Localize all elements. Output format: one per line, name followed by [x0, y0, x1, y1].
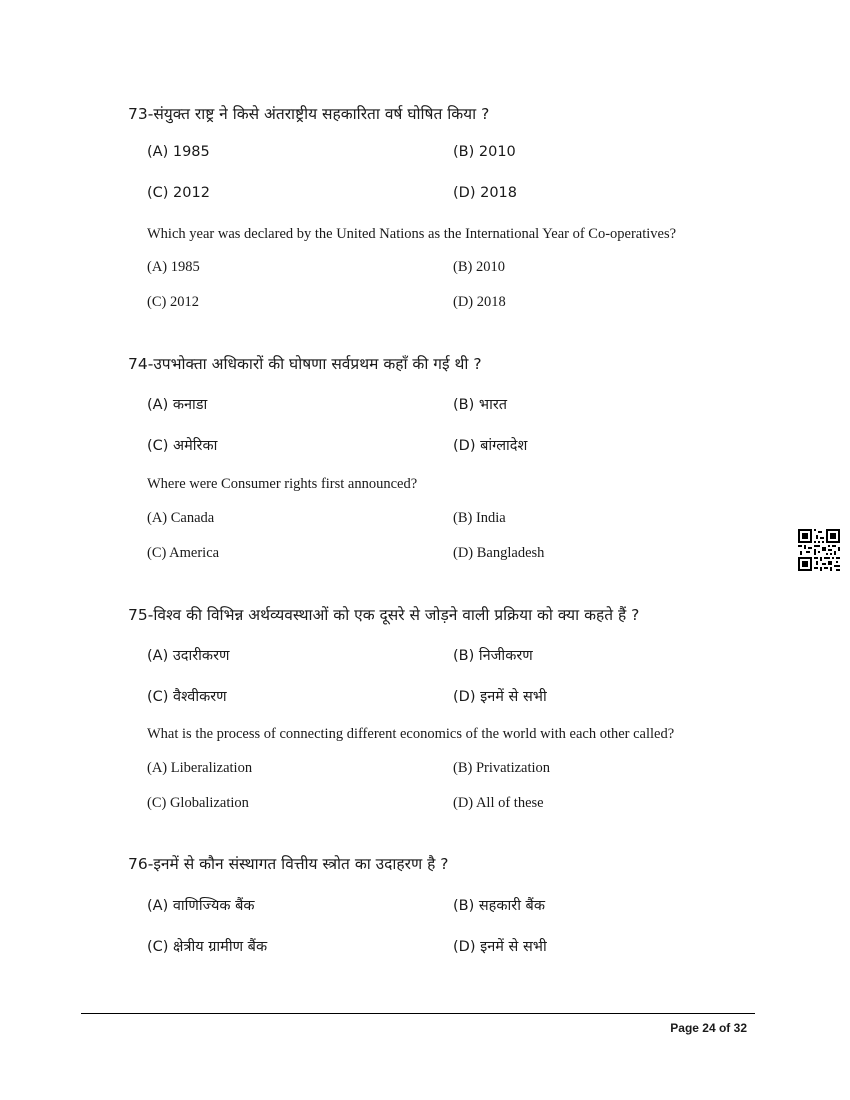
q74-english-option-b: (B) India — [453, 510, 506, 526]
q75-hindi-option-b: (B) निजीकरण — [453, 648, 533, 664]
q76-hindi-option-c: (C) क्षेत्रीय ग्रामीण बैंक — [147, 939, 268, 955]
q75-hindi-option-c: (C) वैश्वीकरण — [147, 689, 227, 705]
q73-hindi-option-c: (C) 2012 — [147, 185, 210, 201]
q73-english-option-a: (A) 1985 — [147, 259, 200, 275]
qr-code-icon — [798, 529, 840, 571]
q76-hindi-option-a: (A) वाणिज्यिक बैंक — [147, 898, 255, 914]
q75-english-option-d: (D) All of these — [453, 795, 544, 811]
q73-english-option-c: (C) 2012 — [147, 294, 199, 310]
q73-english-option-b: (B) 2010 — [453, 259, 505, 275]
q75-hindi-option-d: (D) इनमें से सभी — [453, 689, 547, 705]
q73-hindi-option-a: (A) 1985 — [147, 144, 210, 160]
q73-english-option-d: (D) 2018 — [453, 294, 506, 310]
question-75-hindi: 75-विश्व की विभिन्न अर्थव्यवस्थाओं को एक दूसरे से जोड़ने वाली प्रक्रिया को क्या कहते हैं ? — [128, 606, 640, 624]
q75-english-option-c: (C) Globalization — [147, 795, 249, 811]
question-74-hindi: 74-उपभोक्ता अधिकारों की घोषणा सर्वप्रथम कहाँ की गई थी ? — [128, 355, 482, 373]
q74-hindi-option-c: (C) अमेरिका — [147, 438, 218, 454]
q76-hindi-option-d: (D) इनमें से सभी — [453, 939, 547, 955]
question-75-english: What is the process of connecting different economics of the world with each other called? — [147, 726, 675, 742]
footer-divider — [81, 1013, 755, 1014]
q73-hindi-option-b: (B) 2010 — [453, 144, 516, 160]
page-number: Page 24 of 32 — [670, 1021, 747, 1035]
q73-hindi-option-d: (D) 2018 — [453, 185, 517, 201]
q74-english-option-d: (D) Bangladesh — [453, 545, 545, 561]
question-73-hindi: 73-संयुक्त राष्ट्र ने किसे अंतराष्ट्रीय सहकारिता वर्ष घोषित किया ? — [128, 105, 490, 123]
q75-hindi-option-a: (A) उदारीकरण — [147, 648, 230, 664]
q75-english-option-b: (B) Privatization — [453, 760, 551, 776]
question-76-hindi: 76-इनमें से कौन संस्थागत वित्तीय स्त्रोत का उदाहरण है ? — [128, 855, 449, 873]
q74-hindi-option-b: (B) भारत — [453, 397, 508, 413]
q74-english-option-a: (A) Canada — [147, 510, 215, 526]
q76-hindi-option-b: (B) सहकारी बैंक — [453, 898, 545, 914]
q75-english-option-a: (A) Liberalization — [147, 760, 253, 776]
q74-hindi-option-a: (A) कनाडा — [147, 397, 208, 413]
q74-english-option-c: (C) America — [147, 545, 220, 561]
question-73-english: Which year was declared by the United Nations as the International Year of Co-operatives? — [147, 226, 677, 242]
question-74-english: Where were Consumer rights first announced? — [147, 476, 418, 492]
q74-hindi-option-d: (D) बांग्लादेश — [453, 438, 528, 454]
